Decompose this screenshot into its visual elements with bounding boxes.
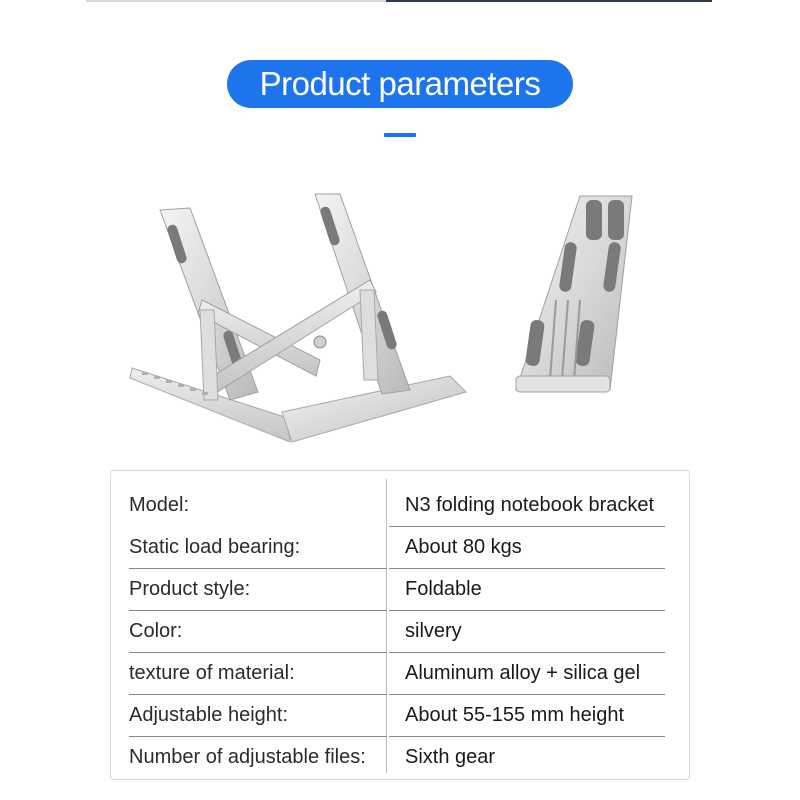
- spec-label: texture of material:: [129, 662, 295, 684]
- title-underline: [384, 133, 416, 137]
- spec-label: Product style:: [129, 578, 251, 600]
- spec-row-gears: [129, 737, 663, 779]
- spec-row-load: [129, 527, 663, 569]
- spec-label: Adjustable height:: [129, 704, 289, 726]
- section-title: [227, 60, 573, 108]
- spec-value: About 80 kgs: [405, 536, 522, 558]
- spec-label: Model:: [129, 494, 190, 516]
- folded-stand: [516, 196, 632, 392]
- spec-value: Sixth gear: [405, 746, 496, 768]
- spec-table: [110, 470, 690, 780]
- spec-row-style: [129, 569, 663, 611]
- spec-label: Static load bearing:: [129, 536, 301, 558]
- spec-value: About 55-155 mm height: [405, 704, 625, 726]
- top-divider: [86, 0, 712, 2]
- spec-value: N3 folding notebook bracket: [405, 494, 655, 516]
- spec-row-color: [129, 611, 663, 653]
- section-title-text: Product parameters: [259, 65, 541, 102]
- spec-value: Aluminum alloy + silica gel: [405, 662, 641, 684]
- spec-value: silvery: [405, 620, 462, 642]
- spec-label: Number of adjustable files:: [129, 746, 366, 768]
- laptop-stand-image: [110, 180, 690, 450]
- spec-label: Color:: [129, 620, 183, 642]
- spec-row-model: [129, 485, 663, 527]
- spec-value: Foldable: [405, 578, 482, 600]
- open-stand: [130, 194, 466, 442]
- spec-row-material: [129, 653, 663, 695]
- spec-row-height: [129, 695, 663, 737]
